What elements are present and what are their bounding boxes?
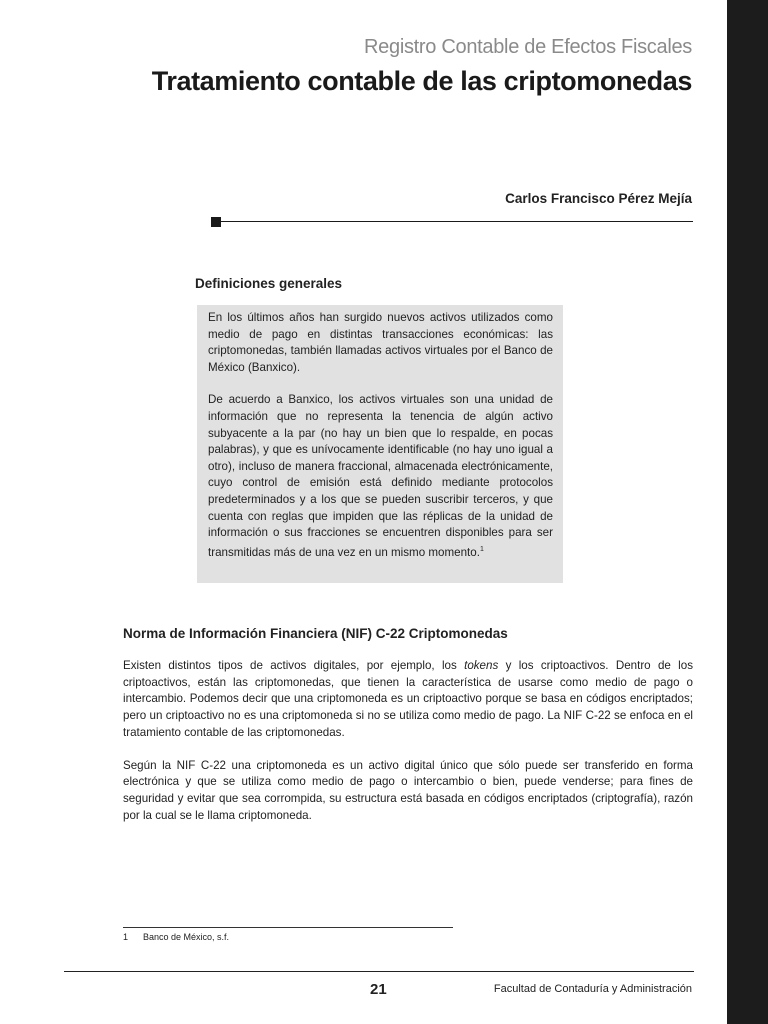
footnote-number: 1 [123, 932, 129, 942]
nif-p1-italic: tokens [464, 659, 499, 672]
definition-paragraph-2 [208, 392, 553, 561]
page-number: 21 [370, 981, 387, 998]
definition-paragraph-2-text: De acuerdo a Banxico, los activos virtuales son una unidad de información que no representa la tenencia de algún activo subyacente a la par (no hay un bien que lo respalde, en pocas palabras), y que es unívocamente identificable (no hay uno igual a otro), incluso de manera fraccional, almacenada electrónicamente, cuyo control de emisión está definido mediante protocolos predeterminados y a los que se pueden suscribir terceros, y que cuenta con reglas que impiden que las réplicas de la unidad de información o sus fracciones se encuentren disponibles para ser transmitidas más de una vez en un mismo momento. [208, 393, 553, 559]
footnote-ref: 1 [479, 545, 484, 553]
nif-paragraph-2: Según la NIF C-22 una criptomoneda es un activo digital único que sólo puede ser transferido en forma electrónica y que se utiliza como medio de pago o intercambio o bien, puede venderse; para fines de seguridad y evitar que sea corrompida, su estructura está basada en códigos encriptados (criptografía), razón por la cual se le llama criptomoneda. [123, 758, 693, 822]
definition-box [197, 305, 563, 583]
article-title: Tratamiento contable de las criptomonedas [151, 66, 692, 96]
nif-body [123, 658, 693, 840]
definition-paragraph-1: En los últimos años han surgido nuevos activos utilizados como medio de pago en distintas transacciones económicas: las criptomonedas, también llamadas activos virtuales por el Banco de México (Banxico). [208, 311, 553, 374]
footnote-text: Banco de México, s.f. [143, 932, 230, 942]
rule-marker [211, 217, 221, 227]
title-rule [221, 221, 693, 222]
footer-institution: Facultad de Contaduría y Administración [493, 983, 692, 995]
nif-paragraph-1 [123, 658, 693, 742]
nif-p1-before: Existen distintos tipos de activos digitales, por ejemplo, los [123, 659, 465, 672]
nif-p1-after: y los criptoactivos. Dentro de los criptoactivos, están las criptomonedas, que tienen la característica de usarse como medio de pago o intercambio. Podemos decir que una criptomoneda es un criptoactivo porque se basa en códigos encriptados; pero un criptoactivo no es una criptomoneda si no se utiliza como medio de pago. La NIF C-22 se enfoca en el tratamiento contable de las criptomonedas. [123, 659, 693, 739]
footnote-rule [123, 927, 453, 928]
footer-rule [64, 971, 694, 972]
side-bar [727, 0, 768, 1024]
footnote [123, 932, 229, 942]
author-name: Carlos Francisco Pérez Mejía [505, 191, 692, 206]
running-header: Registro Contable de Efectos Fiscales [364, 36, 692, 58]
definiciones-heading: Definiciones generales [195, 276, 343, 291]
nif-heading: Norma de Información Financiera (NIF) C-22 Criptomonedas [123, 626, 508, 641]
